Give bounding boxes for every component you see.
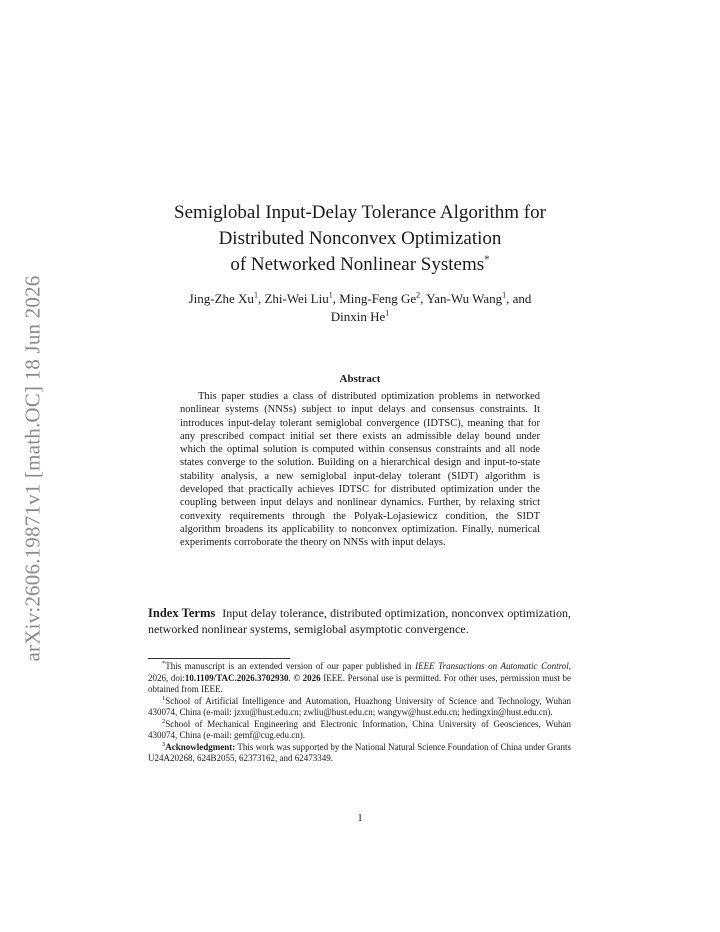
doi-text: 10.1109/TAC.2026.3702930: [184, 672, 289, 683]
author-affiliation-mark: 1: [385, 308, 390, 318]
footnote-acknowledgment: [148, 742, 571, 765]
footnote-text: .: [288, 672, 294, 683]
author-name: Yan-Wu Wang: [426, 291, 503, 306]
index-terms-text: Input delay tolerance, distributed optimization, nonconvex optimization, networked nonlinear systems, semiglobal asymptotic convergence.: [148, 606, 572, 636]
author-affiliation-mark: 1: [253, 290, 258, 300]
author-affiliation-mark: 1: [502, 290, 507, 300]
title-line-2: Distributed Nonconvex Optimization: [218, 228, 502, 249]
title-footnote-mark: *: [484, 253, 490, 266]
author-line-2: [130, 308, 590, 326]
footnote-text: School of Artificial Intelligence and Automation, Huazhong University of Science and Technology, Wuhan 430074, China (e-mail: jzxu@hust.edu.cn; zwliu@hust.edu.cn; wangyw@hust.edu.cn; hedingxin@hust.edu.cn).: [148, 695, 571, 717]
footnotes: [148, 661, 571, 765]
author-affiliation-mark: 2: [416, 290, 421, 300]
footnote-text: This manuscript is an extended version of our paper published in: [165, 661, 416, 671]
title-line-3-text: of Networked Nonlinear Systems: [230, 254, 485, 275]
footnote-divider: [148, 658, 290, 659]
paper-title: [130, 200, 590, 278]
index-terms-label: Index Terms: [148, 606, 216, 620]
title-line-3: [130, 252, 590, 278]
copyright-notice: © 2026: [293, 672, 321, 683]
author-name: Jing-Zhe Xu: [188, 291, 254, 306]
footnote-affiliation-2: [148, 719, 571, 742]
footnote-affiliation-1: [148, 696, 571, 719]
author-separator: ,: [257, 291, 265, 306]
footnote-manuscript: [148, 661, 571, 696]
author-name: Dinxin He: [330, 309, 386, 324]
footnote-mark: 1: [162, 694, 166, 702]
arxiv-identifier-stamp: [18, 248, 48, 688]
footnote-text: , 2026, doi:: [148, 661, 571, 683]
arxiv-identifier-text: arXiv:2606.19871v1 [math.OC] 18 Jun 2026: [20, 275, 45, 661]
author-affiliation-mark: 1: [328, 290, 333, 300]
author-name: Ming-Feng Ge: [339, 291, 417, 306]
abstract-text: This paper studies a class of distributed optimization problems in networked nonlinear systems (NNSs) subject to input delays and consensus constraints. It introduces input-delay tolerant semiglobal convergence (IDTSC), meaning that for any prescribed compact initial set there exists an admissible delay bound under which the optimal solution is computed within consensus constraints and all node states converge to the solution. Building on a hierarchical design and input-to-state stability analysis, a new semiglobal input-delay tolerant (SIDT) algorithm is developed that practically achieves IDTSC for distributed optimization under the coupling between input delays and nonlinear dynamics. Further, by relaxing strict convexity requirements through the Polyak-Lojasiewicz condition, the SIDT algorithm broadens its applicability to nonconvex optimization. Finally, numerical experiments corroborate the theory on NNSs with input delays.: [180, 391, 540, 549]
author-separator: ,: [332, 291, 340, 306]
footnote-mark: 3: [162, 740, 166, 748]
abstract-heading: Abstract: [339, 373, 381, 385]
footnote-text: This work was supported by the National Natural Science Foundation of China under Grants U24A20268, 624B2055, 62373162, and 62473349.: [148, 741, 572, 763]
author-line-1: [130, 290, 590, 308]
title-line-1: Semiglobal Input-Delay Tolerance Algorithm for: [174, 202, 546, 223]
author-separator: ,: [420, 291, 427, 306]
footnote-mark: 2: [162, 717, 166, 725]
author-separator: , and: [506, 291, 532, 306]
journal-name: IEEE Transactions on Automatic Control: [415, 661, 569, 671]
footnote-text: IEEE. Personal use is permitted. For other uses, permission must be obtained from IEEE.: [148, 672, 571, 694]
author-name: Zhi-Wei Liu: [264, 291, 329, 306]
page-number: 1: [357, 812, 363, 824]
author-list: [130, 290, 590, 326]
index-terms: [148, 605, 571, 637]
footnote-mark: *: [162, 660, 166, 667]
acknowledgment-label: Acknowledgment:: [165, 741, 236, 752]
footnote-text: School of Mechanical Engineering and Electronic Information, China University of Geosciences, Wuhan 430074, China (e-mail: gemf@cug.edu.cn).: [148, 718, 571, 740]
